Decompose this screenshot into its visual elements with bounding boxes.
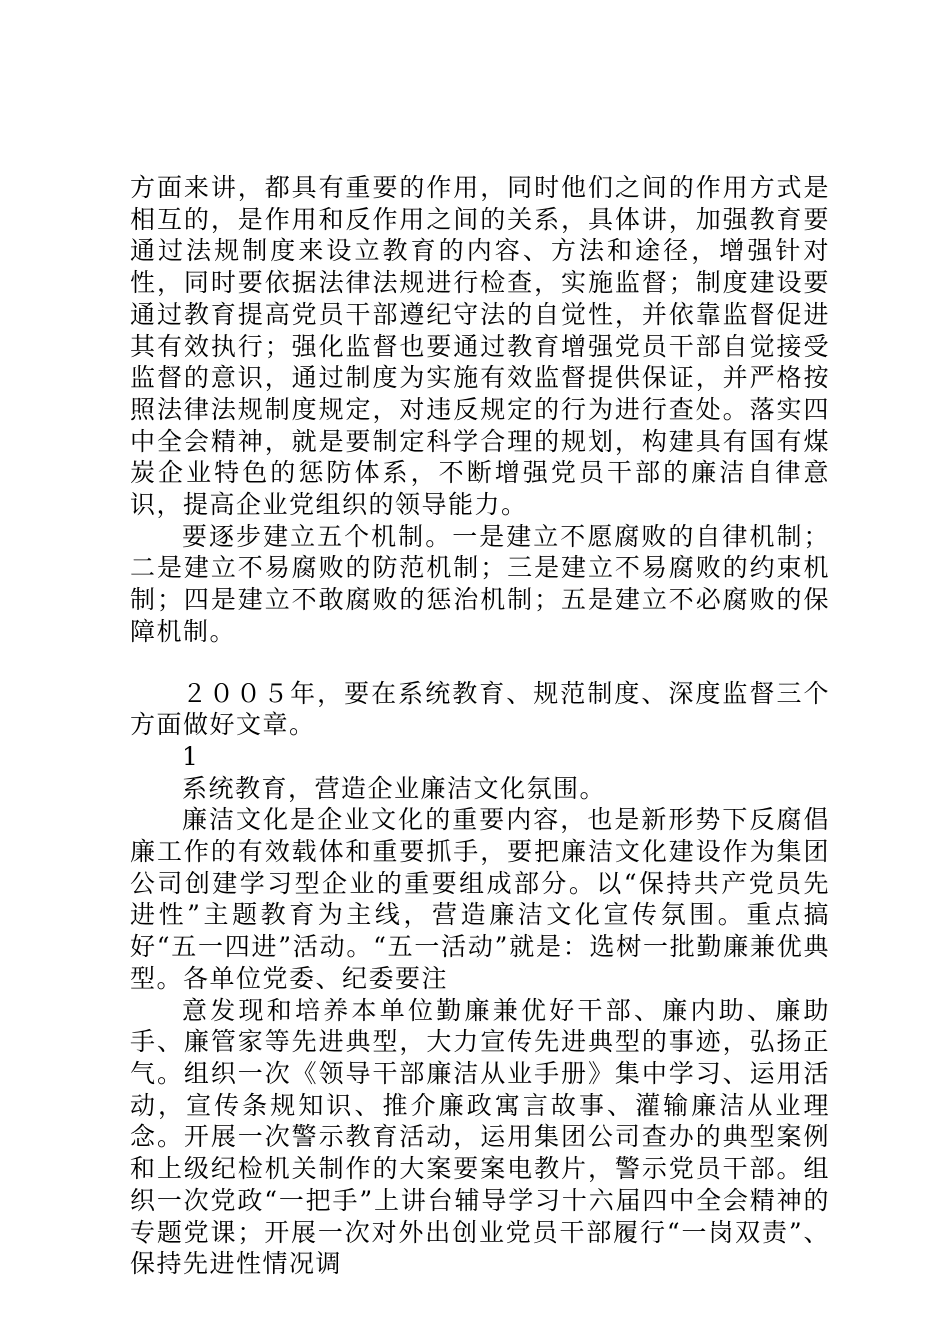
paragraph-five-mechanisms: 要逐步建立五个机制。一是建立不愿腐败的自律机制；二是建立不易腐败的防范机制；三是建立不易腐败的约束机制；四是建立不敢腐败的惩治机制；五是建立不必腐败的保障机制。: [130, 521, 830, 646]
document-body: [130, 172, 830, 1280]
paragraph-gap: [130, 648, 830, 678]
section-number: 1: [182, 741, 200, 771]
paragraph-clean-culture: 廉洁文化是企业文化的重要内容，也是新形势下反腐倡廉工作的有效载体和重要抓手，要把廉洁文化建设作为集团公司创建学习型企业的重要组成部分。以“保持共产党员先进性”主题教育为主线，营造廉洁文化宣传氛围。重点搞好“五一四进”活动。“五一活动”就是：选树一批勤廉兼优典型。各单位党委、纪委要注: [130, 805, 830, 993]
section-heading: 系统教育，营造企业廉洁文化氛围。: [182, 773, 607, 803]
paragraph-continuation: 方面来讲，都具有重要的作用，同时他们之间的作用方式是相互的，是作用和反作用之间的关系，具体讲，加强教育要通过法规制度来设立教育的内容、方法和途径，增强针对性，同时要依据法律法规进行检查，实施监督；制度建设要通过教育提高党员干部遵纪守法的自觉性，并依靠监督促进其有效执行；强化监督也要通过教育增强党员干部自觉接受监督的意识，通过制度为实施有效监督提供保证，并严格按照法律法规制度规定，对违反规定的行为进行查处。落实四中全会精神，就是要制定科学合理的规划，构建具有国有煤炭企业特色的惩防体系，不断增强党员干部的廉洁自律意识，提高企业党组织的领导能力。: [130, 173, 830, 520]
paragraph-2005-plan: ２００５年，要在系统教育、规范制度、深度监督三个方面做好文章。: [130, 678, 830, 740]
paragraph-typical-examples: 意发现和培养本单位勤廉兼优好干部、廉内助、廉助手、廉管家等先进典型，大力宣传先进典型的事迹，弘扬正气。组织一次《领导干部廉洁从业手册》集中学习、运用活动，宣传条规知识、推介廉政寓言故事、灌输廉洁从业理念。开展一次警示教育活动，运用集团公司查办的典型案例和上级纪检机关制作的大案要案电教片，警示党员干部。组织一次党政“一把手”上讲台辅导学习十六届四中全会精神的专题党课；开展一次对外出创业党员干部履行“一岗双责”、保持先进性情况调: [130, 995, 830, 1279]
